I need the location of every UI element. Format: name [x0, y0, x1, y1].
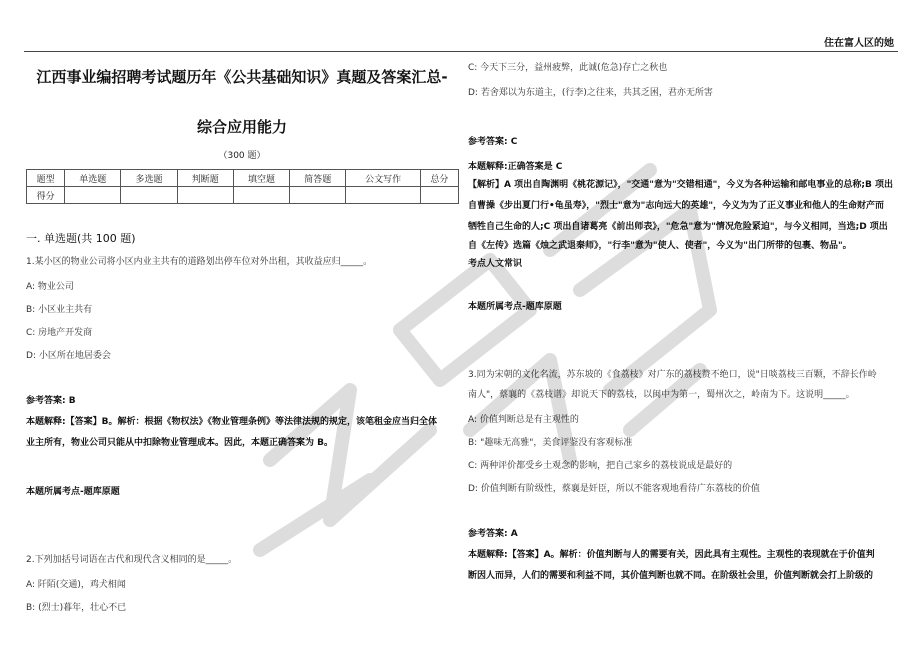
- score-table-header-row: [27, 170, 459, 187]
- question-2-option-b: B: (烈士)暮年，壮心不已: [26, 603, 127, 613]
- score-table-header-cell: 多选题: [121, 170, 177, 187]
- header-rule: [24, 51, 898, 52]
- question-2-explanation-line4: 自《左传》选篇《烛之武退秦师》，"行李"意为"使人、使者"，今义为"出门所带的包裹、物品"。: [468, 241, 852, 251]
- score-table-header-cell: 单选题: [65, 170, 121, 187]
- section-title: 一. 单选题(共 100 题): [26, 232, 136, 245]
- question-2-knowledge: 考点人文常识: [468, 259, 523, 269]
- right-column: [468, 60, 898, 587]
- score-table-header-cell: 简答题: [290, 170, 346, 187]
- question-2-explanation-head: 本题解释:正确答案是 C: [468, 162, 563, 172]
- document-title-line2: 综合应用能力: [196, 118, 287, 136]
- question-1-explanation-line2: 业主所有，物业公司只能从中扣除物业管理成本。因此，本题正确答案为 B。: [26, 438, 333, 448]
- question-3-explanation-line2: 断因人而异，人们的需要和利益不同，其价值判断也就不同。在阶级社会里，价值判断就会打上阶级的: [468, 571, 874, 581]
- score-table: [26, 169, 459, 204]
- question-3-stem-line2: 南人"，蔡襄的《荔枝谱》却说天下的荔枝，以闽中为第一，蜀州次之，岭南为下。这说明_____。: [468, 390, 855, 400]
- question-2-option-c: C: 今天下三分，益州疲弊，此诚(危急)存亡之秋也: [468, 63, 668, 73]
- question-1-option-b: B: 小区业主共有: [26, 305, 93, 315]
- score-cell: [177, 187, 233, 204]
- question-2-explanation-line3: 牺牲自己生命的人;C 项出自诸葛亮《前出师表》，"危急"意为"情况危险紧迫"，与今义相同，当选;D 项出: [468, 222, 888, 232]
- question-3-option-c: C: 两种评价都受乡土观念的影响，把自己家乡的荔枝说成是最好的: [468, 461, 733, 471]
- score-cell: [420, 187, 458, 204]
- left-column: [26, 58, 458, 613]
- question-2-answer: 参考答案: C: [468, 137, 518, 147]
- question-1-stem: 1.某小区的物业公司将小区内业主共有的道路划出停车位对外出租，其收益应归_____。: [26, 257, 373, 267]
- question-3-stem-line1: 3.同为宋朝的文化名流，苏东坡的《食荔枝》对广东的荔枝赞不绝口，说"日啖荔枝三百颗，不辞长作岭: [468, 370, 877, 380]
- question-3-option-d: D: 价值判断有阶级性，蔡襄是奸臣，所以不能客观地看待广东荔枝的价值: [468, 484, 760, 494]
- question-1-option-a: A: 物业公司: [26, 282, 74, 292]
- question-2-option-d: D: 若舍郑以为东道主，(行李)之往来，共其乏困，君亦无所害: [468, 88, 713, 98]
- score-cell: [65, 187, 121, 204]
- score-table-header-cell: 总分: [420, 170, 458, 187]
- score-cell: [121, 187, 177, 204]
- question-3-answer: 参考答案: A: [468, 529, 518, 539]
- question-1-option-c: C: 房地产开发商: [26, 328, 93, 338]
- score-table-header-cell: 判断题: [177, 170, 233, 187]
- question-1-point: 本题所属考点-题库原题: [26, 487, 120, 497]
- question-1-option-d: D: 小区所在地居委会: [26, 351, 111, 361]
- score-cell: [346, 187, 420, 204]
- question-3-option-b: B: "趣味无高雅"，美食评鉴没有客观标准: [468, 438, 633, 448]
- question-1-explanation-line1: 本题解释:【答案】B。解析：根据《物权法》《物业管理条例》等法律法规的规定，该笔租金应当归全体: [26, 417, 437, 427]
- document-title-line1: 江西事业编招聘考试题历年《公共基础知识》真题及答案汇总-: [36, 68, 448, 86]
- score-table-header-cell: 公文写作: [346, 170, 420, 187]
- question-2-stem: 2.下列加括号词语在古代和现代含义相同的是_____。: [26, 555, 238, 565]
- score-table-header-cell: 题型: [27, 170, 65, 187]
- question-2-point: 本题所属考点-题库原题: [468, 302, 562, 312]
- header-owner-text: 住在富人区的她: [824, 38, 894, 49]
- score-cell: [290, 187, 346, 204]
- score-cell: [233, 187, 289, 204]
- question-1-answer: 参考答案: B: [26, 396, 76, 406]
- question-count: （300 题）: [218, 151, 266, 161]
- question-2-explanation-line2: 自曹操《步出夏门行•龟虽寿》，"烈士"意为"志向远大的英雄"，今义为为了正义事业和他人的生命财产而: [468, 201, 885, 211]
- score-row-label: 得分: [27, 187, 65, 204]
- question-2-explanation-line1: 【解析】A 项出自陶渊明《桃花源记》，"交通"意为"交错相通"，今义为各种运输和邮电事业的总称;B 项出: [468, 180, 893, 190]
- question-3-option-a: A: 价值判断总是有主观性的: [468, 415, 579, 425]
- question-2-option-a: A: 阡陌(交通)，鸡犬相闻: [26, 580, 126, 590]
- question-3-explanation-line1: 本题解释:【答案】A。解析：价值判断与人的需要有关，因此具有主观性。主观性的表现就在于价值判: [468, 550, 875, 560]
- score-table-header-cell: 填空题: [233, 170, 289, 187]
- score-table-score-row: [27, 187, 459, 204]
